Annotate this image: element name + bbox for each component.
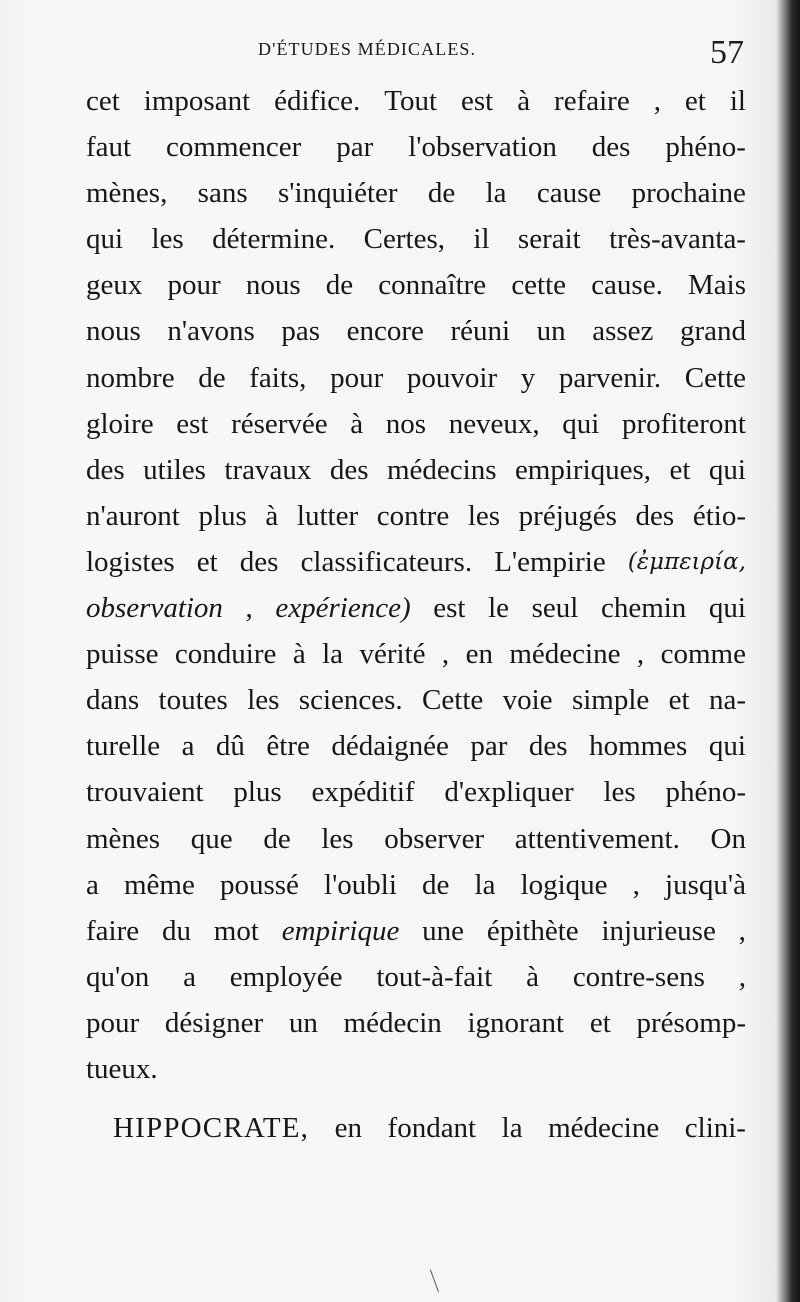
text-word: a <box>183 960 196 993</box>
text-word: injurieuse <box>601 914 716 947</box>
text-word: logistes <box>86 545 175 578</box>
text-word: des <box>635 499 675 532</box>
text-line <box>86 769 746 815</box>
text-word: cause. <box>591 269 663 302</box>
text-word: lutter <box>296 499 359 532</box>
text-word: faits, <box>249 361 307 394</box>
text-word: en <box>334 1112 362 1145</box>
text-word: de <box>422 868 450 901</box>
text-word: expéditif <box>311 776 415 809</box>
text-word: classificateurs. <box>300 545 473 578</box>
text-word: conduire <box>174 638 277 671</box>
text-word: nombre <box>86 361 175 394</box>
text-word: On <box>710 822 746 855</box>
text-word: qui <box>708 453 746 486</box>
text-word: contre <box>376 499 450 532</box>
text-word: des <box>528 730 568 763</box>
text-word: assez <box>592 315 654 348</box>
text-word: comme <box>660 638 746 671</box>
text-word: une <box>422 914 465 947</box>
text-word: , <box>653 85 661 117</box>
text-word: tueux. <box>86 1052 158 1085</box>
text-word: les <box>321 822 354 855</box>
text-word: faire <box>86 914 140 947</box>
text-word: mot <box>213 914 259 947</box>
text-word: clini- <box>684 1112 746 1145</box>
text-word: dédaignée <box>331 730 449 763</box>
text-word: parvenir. <box>558 361 662 394</box>
text-word: des <box>239 545 279 578</box>
text-word: de <box>427 177 456 210</box>
text-word: pour <box>86 1006 140 1039</box>
text-word: il <box>473 223 490 256</box>
text-word: observer <box>384 822 485 855</box>
text-word: des <box>86 453 125 486</box>
text-word: et <box>669 453 691 486</box>
text-word: turelle <box>86 730 161 763</box>
text-word: , <box>632 868 640 901</box>
text-word: mènes <box>86 822 161 855</box>
text-line <box>86 862 746 908</box>
text-word: Cette <box>684 361 746 394</box>
text-word: à <box>526 960 539 993</box>
text-word: empirique <box>281 914 400 947</box>
text-word: l'oubli <box>324 868 397 901</box>
text-word: la <box>322 638 344 671</box>
text-word: un <box>288 1006 318 1039</box>
text-word: chemin <box>600 592 687 625</box>
text-word: cet <box>86 85 120 117</box>
text-word: des <box>329 453 369 486</box>
text-word: l'observation <box>408 131 557 164</box>
text-word: la <box>501 1112 523 1145</box>
text-word: les <box>467 499 501 532</box>
text-word: , <box>441 638 450 671</box>
text-word: médecine <box>548 1112 660 1145</box>
text-word: Tout <box>384 85 437 117</box>
text-word: par <box>336 131 374 164</box>
text-line <box>86 954 746 1000</box>
text-line <box>86 723 746 769</box>
text-line <box>86 908 746 954</box>
text-word: connaître <box>378 269 487 302</box>
text-word: qui <box>708 730 746 763</box>
text-word: édifice. <box>274 85 361 117</box>
text-word: des <box>591 131 631 164</box>
text-word: ignorant <box>467 1006 565 1039</box>
text-word: tout-à-fait <box>376 960 493 993</box>
text-word: nos <box>385 407 427 440</box>
text-word: à <box>292 638 306 671</box>
text-line <box>86 493 746 539</box>
text-word: trouvaient <box>86 776 204 809</box>
text-word: y <box>520 361 536 394</box>
text-word: refaire <box>554 85 630 117</box>
text-word: phéno- <box>665 776 746 809</box>
text-word: employée <box>229 960 343 993</box>
text-word: la <box>474 868 496 901</box>
text-line <box>86 585 746 631</box>
text-word: et <box>196 545 218 578</box>
text-word: poussé <box>219 868 299 901</box>
text-line <box>86 78 746 124</box>
text-word: les <box>247 684 280 717</box>
page-text <box>86 78 746 1151</box>
text-word: détermine. <box>212 223 336 256</box>
text-word: à <box>517 85 531 117</box>
text-word: encore <box>346 315 424 348</box>
text-word: L'empirie <box>494 545 606 578</box>
text-word: dû <box>215 730 245 763</box>
text-word: être <box>266 730 310 763</box>
text-word: toutes <box>158 684 228 717</box>
text-word: est <box>460 85 494 117</box>
text-word: neveux, <box>448 407 540 440</box>
text-word: cette <box>511 269 567 302</box>
text-word: pouvoir <box>406 361 498 394</box>
text-word: mènes, <box>86 177 168 210</box>
text-line <box>86 539 746 585</box>
text-word: préjugés <box>518 499 617 532</box>
text-line <box>86 124 746 170</box>
text-word: qui <box>562 407 600 440</box>
text-word: et <box>589 1006 611 1039</box>
text-word: pas <box>281 315 321 348</box>
text-word: et <box>684 85 706 117</box>
text-word: la <box>485 177 507 210</box>
text-word: étio- <box>692 499 746 532</box>
text-word: puisse <box>86 638 159 671</box>
text-word: utiles <box>143 453 206 486</box>
text-word: par <box>470 730 508 763</box>
text-word: a <box>86 868 99 901</box>
text-word: serait <box>517 223 581 256</box>
text-word: réservée <box>231 407 328 440</box>
text-word: présomp- <box>636 1006 746 1039</box>
running-title: D'ÉTUDES MÉDICALES. <box>258 39 477 59</box>
text-line <box>86 631 746 677</box>
paper-mark <box>430 1270 439 1293</box>
text-word: du <box>161 914 191 947</box>
text-word: à <box>265 499 279 532</box>
text-word: médecin <box>343 1006 442 1039</box>
text-word: à <box>350 407 364 440</box>
text-word: na- <box>708 684 746 717</box>
text-word: pour <box>167 269 221 302</box>
text-line <box>86 355 746 401</box>
text-word: qui <box>86 223 124 256</box>
text-word: cause <box>536 177 602 210</box>
text-word: désigner <box>164 1006 264 1039</box>
text-word: a <box>181 730 195 763</box>
text-line <box>86 1000 746 1046</box>
paragraph-start-line <box>86 1105 746 1151</box>
author-name: HIPPOCRATE, <box>113 1112 310 1145</box>
text-word: Certes, <box>363 223 445 256</box>
text-word: sans <box>197 177 248 210</box>
text-word: Cette <box>422 684 484 717</box>
text-word: que <box>190 822 233 855</box>
text-word: nous <box>245 269 301 302</box>
text-word: dans <box>86 684 140 717</box>
text-word: jusqu'à <box>665 868 746 901</box>
text-line <box>86 447 746 493</box>
text-word: médecine <box>509 638 621 671</box>
text-word: attentivement. <box>514 822 680 855</box>
text-word: n'auront <box>86 499 180 532</box>
text-word: qui <box>708 592 746 625</box>
text-word: hommes <box>589 730 688 763</box>
text-word: gloire <box>86 407 154 440</box>
text-word: est <box>176 407 209 440</box>
text-word: seul <box>531 592 579 625</box>
text-word: grand <box>679 315 746 348</box>
text-line <box>86 170 746 216</box>
running-head <box>0 34 800 71</box>
text-word: , <box>245 592 253 625</box>
text-word: fondant <box>387 1112 477 1145</box>
text-line <box>86 677 746 723</box>
text-word: qu'on <box>86 960 150 993</box>
text-word: même <box>123 868 195 901</box>
text-line <box>86 1046 746 1092</box>
text-word: phéno- <box>665 131 746 164</box>
text-word: de <box>263 822 291 855</box>
text-word: logique <box>520 868 608 901</box>
text-line <box>86 401 746 447</box>
text-word: un <box>536 315 566 348</box>
text-word: nous <box>86 315 141 348</box>
text-word: imposant <box>143 85 251 117</box>
text-word: s'inquiéter <box>277 177 398 210</box>
text-word: plus <box>233 776 282 809</box>
text-word: en <box>465 638 493 671</box>
text-word: de <box>198 361 226 394</box>
text-line <box>86 816 746 862</box>
text-word: commencer <box>166 131 302 164</box>
text-word: le <box>488 592 510 625</box>
text-word: empiriques, <box>514 453 652 486</box>
text-word: n'avons <box>167 315 255 348</box>
text-word: plus <box>198 499 247 532</box>
text-word: contre-sens <box>572 960 705 993</box>
text-line <box>86 308 746 354</box>
text-word: les <box>603 776 636 809</box>
page-number: 57 <box>710 34 744 71</box>
text-line <box>86 216 746 262</box>
text-word: très-avanta- <box>609 223 746 256</box>
text-word: médecins <box>386 453 497 486</box>
text-line <box>86 262 746 308</box>
text-word: prochaine <box>631 177 746 210</box>
text-word: il <box>729 85 746 117</box>
text-word: , <box>636 638 645 671</box>
text-word: expérience) <box>275 592 411 625</box>
text-word: simple <box>571 684 650 717</box>
text-word: , <box>738 914 746 947</box>
text-word: les <box>151 223 184 256</box>
text-word: de <box>325 269 354 302</box>
text-word: épithète <box>486 914 579 947</box>
text-word: voie <box>502 684 553 717</box>
text-word: pour <box>330 361 384 394</box>
text-word: réuni <box>450 315 511 348</box>
text-word: travaux <box>224 453 312 486</box>
text-word: et <box>668 684 690 717</box>
text-word: (ἐμπειρία, <box>627 548 746 575</box>
text-word: , <box>738 960 746 993</box>
text-word: vérité <box>359 638 426 671</box>
text-word: d'expliquer <box>444 776 574 809</box>
text-word: geux <box>86 269 143 302</box>
text-word: Mais <box>687 269 746 302</box>
text-word: observation <box>86 592 223 625</box>
text-word: est <box>433 592 466 625</box>
text-word: sciences. <box>298 684 403 717</box>
text-word: faut <box>86 131 132 164</box>
text-word: profiteront <box>621 407 746 440</box>
